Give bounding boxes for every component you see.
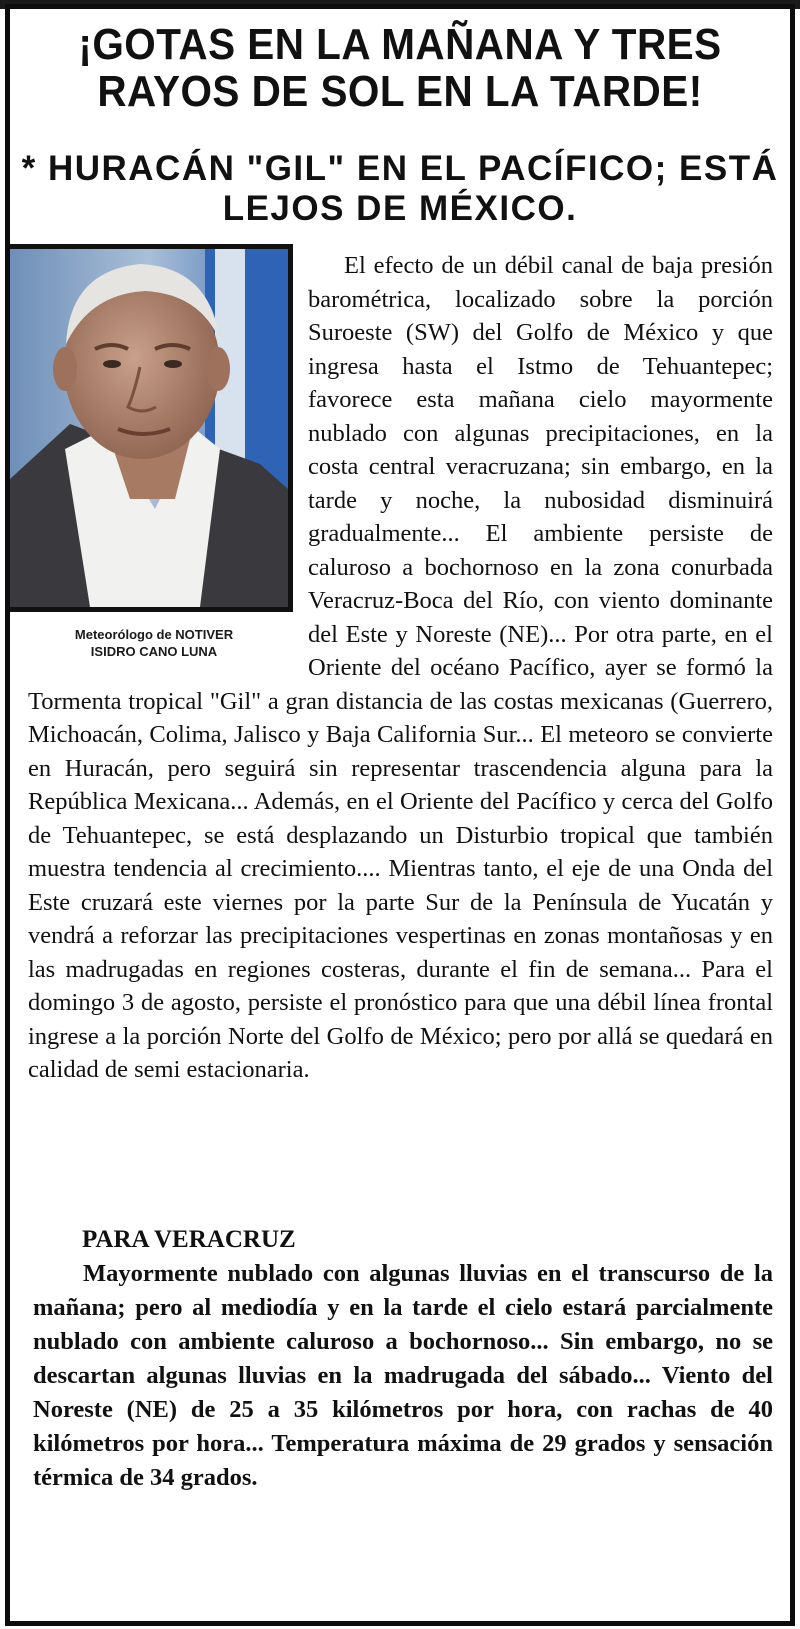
headline: ¡GOTAS EN LA MAÑANA Y TRES RAYOS DE SOL EN LA TARDE! (78, 20, 722, 116)
subheadline: * HURACÁN "GIL" EN EL PACÍFICO; ESTÁ LEJOS DE MÉXICO. (21, 149, 779, 228)
photo-wrap-spacer (28, 249, 308, 652)
caption-line-title: Meteorólogo de NOTIVER (74, 627, 234, 642)
section-title: PARA VERACRUZ (82, 1226, 296, 1253)
article-frame (5, 4, 795, 1626)
veracruz-forecast: Mayormente nublado con algunas lluvias en el transcurso de la mañana; pero al mediodía y en la tarde el cielo estará parcialmente nublado con ambiente caluroso a bochornoso... Sin embargo, no se descartan algunas lluvias en la madrugada del sábado... Viento del Noreste (NE) de 25 a 35 kilómetros por hora, con rachas de 40 kilómetros por hora... Temperatura máxima de 29 grados y sensación térmica de 34 grados. (33, 1260, 773, 1491)
body-text: El efecto de un débil canal de baja presión barométrica, localizado sobre la porción Suroeste (SW) del Golfo de México y que ingresa hasta el Istmo de Tehuantepec; favorece esta mañana cielo mayormente nublado con algunas precipitaciones, en la costa central veracruzana; sin embargo, en la tarde y noche, la nubosidad disminuirá gradualmente... El ambiente persiste de caluroso a bochornoso en la zona conurbada Veracruz-Boca del Río, con viento dominante del Este y Noreste (NE)... Por otra parte, en el Oriente del océano Pacífico, ayer se formó la Tormenta tropical "Gil" a gran distancia de las costas mexicanas (Guerrero, Michoacán, Colima, Jalisco y Baja California Sur... El meteoro se convierte en Huracán, pero seguirá sin representar trascendencia alguna para la República Mexicana... Además, en el Oriente del Pacífico y cerca del Golfo de Tehuantepec, se está desplazando un Disturbio tropical que también muestra tendencia al crecimiento.... Mientras tanto, el eje de una Onda del Este cruzará este viernes por la parte Sur de la Península de Yucatán y vendrá a reforzar las precipitaciones vespertinas en zonas montañosas y en las madrugadas en regiones costeras, durante el fin de semana... Para el domingo 3 de agosto, persiste el pronóstico para que una débil línea frontal ingrese a la porción Norte del Golfo de México; pero por allá se quedará en calidad de semi estacionaria. (28, 252, 773, 1083)
article-body (28, 249, 773, 1087)
caption-wrap-spacer (28, 652, 282, 684)
caption-line-name: ISIDRO CANO LUNA (90, 644, 218, 659)
